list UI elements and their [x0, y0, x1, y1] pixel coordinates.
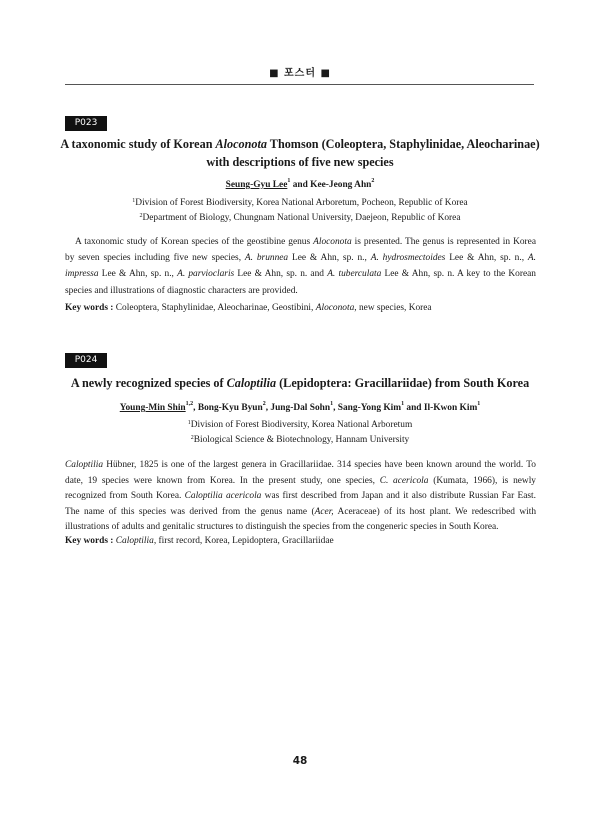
- poster-title: A newly recognized species of Caloptilia (Lepidoptera: Gracillariidae) from South Korea: [70, 376, 530, 390]
- affiliations: [60, 196, 540, 225]
- keywords: Key words : Coleoptera, Staphylinidae, Aleocharinae, Geostibini, Aloconota, new species, Korea: [65, 303, 432, 313]
- author-list: Seung-Gyu Lee$^1$ and Kee-Jeong Ahn$^2$: [225, 178, 375, 190]
- affiliation-line: $^1$Division of Forest Biodiversity, Korea National Arboretum, Pocheon, Republic of Korea: [132, 198, 468, 208]
- affiliation-line: $^2$Biological Science & Biotechnology, Hannam University: [190, 434, 410, 445]
- poster-code-badge: P023: [65, 116, 107, 131]
- abstract-text: Caloptilia Hübner, 1825 is one of the largest genera in Gracillariidae. 314 species have been known around the world. To date, 19 species were known from Korea. In the present study, one species, C. acericola (Kumata, 1966), is newly recognized from South Korea. Caloptilia acericola was first described from Japan and it also distribute Russian Far East. The name of this species was derived from the genus name (Acer, Aceraceae) of its host plant. We redescribed with illustrations of adults and genitalic structures to distinguish the species from the congeneric species in South Korea.: [65, 460, 537, 533]
- poster-code-badge: P024: [65, 353, 107, 368]
- affiliation-line: $^1$Division of Forest Biodiversity, Korea National Arboretum: [187, 420, 413, 430]
- header-rule: [65, 84, 534, 85]
- author-list: Young-Min Shin$^{1,2}$, Bong-Kyu Byun$^2$, Jung-Dal Sohn$^1$, Sang-Yong Kim$^1$ and Il-Kwon Kim$^1$: [119, 401, 481, 413]
- keywords: Key words : Caloptilia, first record, Korea, Lepidoptera, Gracillariidae: [65, 536, 334, 546]
- poster-title: A taxonomic study of Korean Aloconota Thomson (Coleoptera, Staphylinidae, Aleocharinae) with descriptions of five new species: [60, 137, 540, 169]
- section-header: ■ 포스터 ■: [269, 68, 331, 79]
- affiliations: [60, 418, 540, 447]
- abstract-text: A taxonomic study of Korean species of the geostibine genus Aloconota is presented. The genus is represented in Korea by seven species including five new species, A. brunnea Lee & Ahn, sp. n., A. hydrosmectoides Lee & Ahn, sp. n., A. impressa Lee & Ahn, sp. n., A. parvioclaris Lee & Ahn, sp. n. and A. tuberculata Lee & Ahn, sp. n. A key to the Korean species and illustrations of diagnostic characters are provided.: [65, 237, 536, 296]
- page-number: 48: [292, 755, 308, 767]
- affiliation-line: $^2$Department of Biology, Chungnam National University, Daejeon, Republic of Korea: [139, 212, 461, 223]
